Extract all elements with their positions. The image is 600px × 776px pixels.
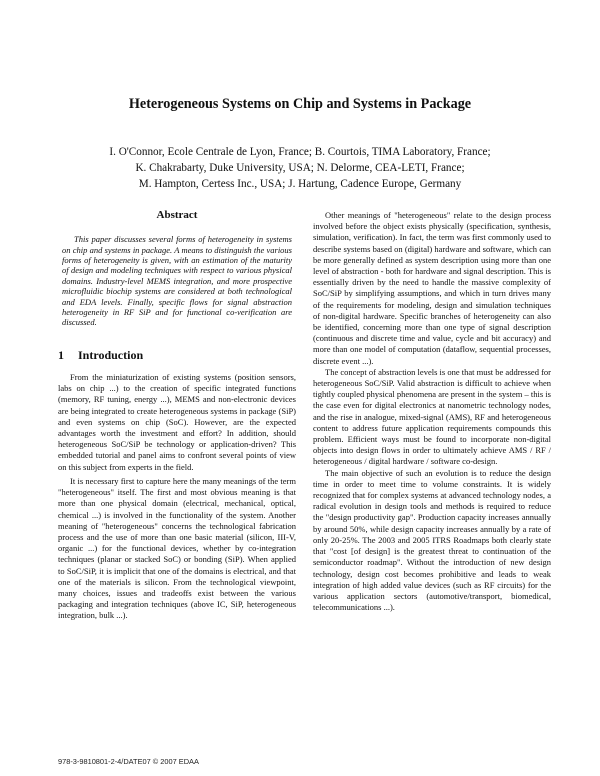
body-paragraph: The concept of abstraction levels is one that must be addressed for heterogeneous SoC/SiP. Valid abstraction is difficult to achieve when tightly coupled physical phenomena are present in the system – this is the case even for digital electronics at nanometric technology nodes, and the rise in analogue, mixed-signal (AMS), RF and heterogeneous content to address future application requirements compounds this problem. Efficient ways must be found to incorporate non-digital objects into design flows in order to ultimately achieve AMS / RF / heterogeneous / digital hardware / software co-design. <box>313 366 551 467</box>
copyright-footer: 978-3-9810801-2-4/DATE07 © 2007 EDAA <box>58 757 199 766</box>
body-paragraph: Other meanings of "heterogeneous" relate to the design process involved before the object exists physically (specification, synthesis, simulation, verification). In fact, the term was first commonly used to describe systems based on (digital) hardware and software, which can be more generally defined as system description using more than one level of abstraction - both for hardware and signal description. This is essentially driven by the need to handle the massive complexity of SoC/SiP by simplifying assumptions, and which in turn drives many of the requirements for modeling, design and simulation techniques of non-digital hardware. Specific branches of heterogeneity can also be identified, concerning more than one type of signal description (continuous and discrete time and value, cycle and bit accuracy) and more than one model of computation (dataflow, sequential processes, discrete event ...). <box>313 210 551 366</box>
right-column <box>313 210 551 613</box>
author-line: K. Chakrabarty, Duke University, USA; N. Delorme, CEA-LETI, France; <box>135 162 465 175</box>
section-number: 1 <box>58 347 64 362</box>
abstract-heading: Abstract <box>156 209 198 221</box>
abstract-text: This paper discusses several forms of heterogeneity in systems on chip and systems in package. A means to distinguish the various forms of heterogeneity is given, with an estimation of the maturity of design and modeling techniques with respect to various physical domains. Industry-level MEMS integration, and more prospective microfluidic biochip systems are considered at both technological and EDA levels. Finally, specific flows for signal abstraction heterogeneity in RF SiP and for functional co-verification are discussed. <box>62 234 292 328</box>
left-column <box>58 210 296 622</box>
body-paragraph: From the miniaturization of existing systems (position sensors, labs on chip ...) to the creation of specific integrated functions (memory, RF tuning, energy ...), MEMS and non-electronic devices are being integrated to create heterogeneous systems in package (SiP) and even systems on chip (SoC). However, are the expected advantages worth the investment and effort? In addition, should heterogeneous SoC/SiP be technology or application-driven? This embedded tutorial and panel aims to confront several points of view on this subject from experts in the field. <box>58 372 296 472</box>
author-block <box>0 144 600 193</box>
body-paragraph: It is necessary first to capture here the many meanings of the term "heterogeneous" itself. The first and most obvious meaning is that more than one physical domain (electrical, mechanical, optical, chemical ...) is involved in the functionality of the system. Another meaning of "heterogeneous" concerns the technological fabrication process and the use of more than one basic material (silicon, III-V, organic ...) for the functional devices, whether by co-integration techniques (planar or stacked SoC) or bonding (SiP). When applied to SoC/SiP, it is implicit that one of the domains is electrical, and that one of the materials is silicon. From the technological viewpoint, many choices, issues and tradeoffs exist between the various packaging and integration techniques (above IC, SiP, heterogeneous integration, bulk ...). <box>58 475 296 621</box>
section-title: Introduction <box>78 347 144 362</box>
author-line: M. Hampton, Certess Inc., USA; J. Hartung, Cadence Europe, Germany <box>138 178 462 191</box>
paper-title: Heterogeneous Systems on Chip and Systems in Package <box>128 96 472 112</box>
author-line: I. O'Connor, Ecole Centrale de Lyon, France; B. Courtois, TIMA Laboratory, France; <box>109 146 491 158</box>
section-heading <box>58 347 296 362</box>
body-paragraph: The main objective of such an evolution is to reduce the design time in order to meet time to volume constraints. It is widely recognized that for complex systems at advanced technology nodes, a radical evolution in design tools and methods is required to reduce the "design productivity gap". Production capacity increases annually by around 50%, while design capacity increases annually by a rate of only 20-25%. The 2003 and 2005 ITRS Roadmaps both clearly state that "cost [of design] is the greatest threat to continuation of the semiconductor roadmap". Without the introduction of new design technology, design cost becomes prohibitive and leads to weak integration of high added value devices (such as RF circuits) for the various application sectors (automotive/transport, biomedical, telecommunications ...). <box>313 467 551 613</box>
